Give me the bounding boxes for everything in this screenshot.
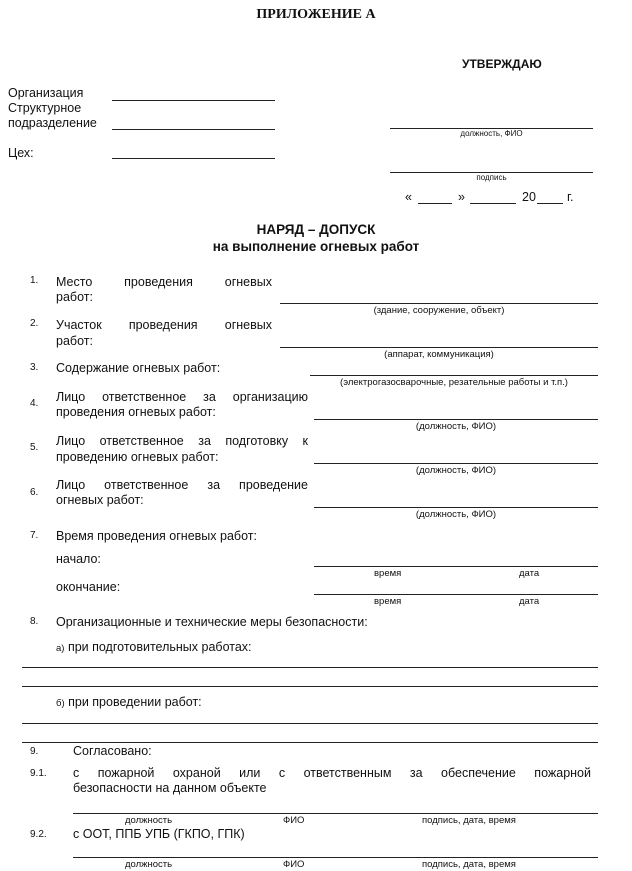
item-3-caption: (электрогазосварочные, резательные работы и т.п.) — [340, 377, 568, 388]
subdivision-line[interactable] — [112, 129, 275, 130]
end-label: окончание: — [56, 580, 121, 594]
item-2-line[interactable] — [280, 347, 598, 348]
item-8a-prefix: а) — [56, 643, 65, 654]
start-date-caption: дата — [519, 568, 540, 579]
item-4-text-2: проведения огневых работ: — [56, 405, 216, 419]
item-9-2-text: с ООТ, ППБ УПБ (ГКПО, ГПК) — [73, 827, 245, 841]
item-4-number: 4. — [30, 398, 39, 409]
item-4-text-1: Лицо ответственное за организацию — [56, 390, 308, 404]
item-8-number: 8. — [30, 616, 39, 627]
item-9-1-sign-line[interactable] — [73, 813, 598, 814]
start-time-caption: время — [374, 568, 402, 579]
item-3-number: 3. — [30, 362, 39, 373]
subdivision-label-1: Структурное — [8, 101, 82, 115]
item-9-1-text-1: с пожарной охраной или с ответственным за обеспечение пожарной — [73, 766, 591, 780]
item-9-number: 9. — [30, 746, 39, 757]
item-8b-label — [56, 695, 202, 709]
item-4-line[interactable] — [314, 419, 598, 420]
appendix-title: ПРИЛОЖЕНИЕ А — [256, 7, 376, 22]
item-6-number: 6. — [30, 487, 39, 498]
organization-label: Организация — [8, 86, 84, 100]
item-1-line[interactable] — [280, 303, 598, 304]
item-5-caption: (должность, ФИО) — [415, 465, 497, 476]
workshop-line[interactable] — [112, 158, 275, 159]
item-8-text: Организационные и технические меры безопасности: — [56, 615, 368, 629]
item-7-number: 7. — [30, 530, 39, 541]
date-close-quote: » — [458, 190, 465, 204]
end-date-caption: дата — [519, 596, 540, 607]
date-year-line[interactable] — [537, 203, 563, 204]
item-5-line[interactable] — [314, 463, 598, 464]
item-8b-prefix: б) — [56, 698, 65, 709]
item-9-2-sign-line[interactable] — [73, 857, 598, 858]
year-prefix: 20 — [522, 190, 536, 204]
item-8b-line-1[interactable] — [22, 723, 598, 724]
item-8a-text: при подготовительных работах: — [67, 640, 252, 654]
item-8a-line-2[interactable] — [22, 686, 598, 687]
date-month-line[interactable] — [470, 203, 516, 204]
item-9-1-text-2: безопасности на данном объекте — [73, 781, 267, 795]
item-9-2-signature-caption: подпись, дата, время — [422, 859, 516, 870]
item-6-text-1: Лицо ответственное за проведение — [56, 478, 308, 492]
item-9-1-signature-caption: подпись, дата, время — [422, 815, 516, 826]
document-title: НАРЯД – ДОПУСК — [256, 222, 376, 237]
item-9-1-name-caption: ФИО — [283, 815, 305, 826]
item-6-line[interactable] — [314, 507, 598, 508]
item-1-text-2: работ: — [56, 290, 93, 304]
approver-position-caption: должность, ФИО — [460, 129, 523, 138]
item-9-2-number: 9.2. — [30, 829, 47, 840]
item-9-text: Согласовано: — [73, 744, 152, 758]
item-2-number: 2. — [30, 318, 39, 329]
year-suffix: г. — [567, 190, 574, 204]
item-5-number: 5. — [30, 442, 39, 453]
item-1-caption: (здание, сооружение, объект) — [373, 305, 505, 316]
item-9-2-position-caption: должность — [125, 859, 173, 870]
item-5-text-2: проведению огневых работ: — [56, 450, 219, 464]
item-1-number: 1. — [30, 275, 39, 286]
item-6-caption: (должность, ФИО) — [415, 509, 497, 520]
document-subtitle: на выполнение огневых работ — [212, 239, 420, 254]
item-8a-label — [56, 640, 252, 654]
date-open-quote: « — [405, 190, 412, 204]
start-time-line[interactable] — [314, 566, 598, 567]
item-3-line[interactable] — [310, 375, 598, 376]
workshop-label: Цех: — [8, 146, 34, 160]
item-9-2-name-caption: ФИО — [283, 859, 305, 870]
item-9-1-position-caption: должность — [125, 815, 173, 826]
item-2-text-1: Участок проведения огневых — [56, 318, 272, 332]
item-5-text-1: Лицо ответственное за подготовку к — [56, 434, 308, 448]
organization-line[interactable] — [112, 100, 275, 101]
item-8a-line-1[interactable] — [22, 667, 598, 668]
item-6-text-2: огневых работ: — [56, 493, 144, 507]
end-time-line[interactable] — [314, 594, 598, 595]
item-8b-text: при проведении работ: — [68, 695, 202, 709]
date-day-line[interactable] — [418, 203, 452, 204]
start-label: начало: — [56, 552, 101, 566]
item-8b-line-2[interactable] — [22, 742, 598, 743]
item-3-text: Содержание огневых работ: — [56, 361, 221, 375]
item-2-caption: (аппарат, коммуникация) — [384, 349, 494, 360]
item-7-text: Время проведения огневых работ: — [56, 529, 257, 543]
item-4-caption: (должность, ФИО) — [415, 421, 497, 432]
item-1-text-1: Место проведения огневых — [56, 275, 272, 289]
approver-signature-caption: подпись — [476, 173, 507, 182]
end-time-caption: время — [374, 596, 402, 607]
approve-label: УТВЕРЖДАЮ — [462, 57, 542, 71]
item-2-text-2: работ: — [56, 334, 93, 348]
item-9-1-number: 9.1. — [30, 768, 47, 779]
subdivision-label-2: подразделение — [8, 116, 97, 130]
